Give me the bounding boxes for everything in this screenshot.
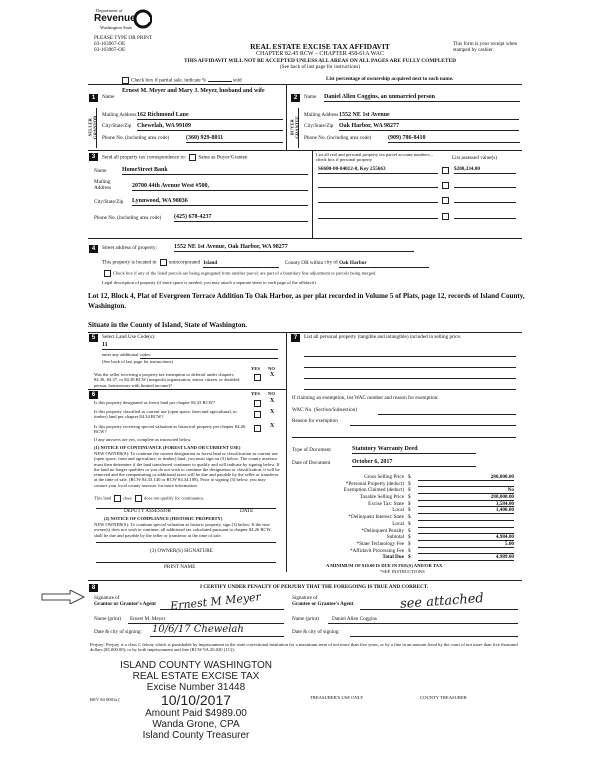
tax-row	[292, 534, 518, 541]
s6-q1-yes-checkbox[interactable]	[254, 400, 261, 407]
tax-row	[292, 548, 518, 555]
tax-row-label: Local	[392, 507, 404, 514]
seller-phone-label: Phone No. (including area code)	[102, 135, 170, 141]
seller-city: Chewelah, WA 99109	[137, 123, 283, 131]
doc-type-label: Type of Document	[292, 447, 331, 453]
section-5-number: 5	[89, 334, 98, 342]
tax-row	[292, 474, 518, 481]
situate-line: Situate in the County of Island, State of Washington.	[88, 321, 248, 329]
property-city: Oak Harbor	[339, 261, 429, 268]
buyer-name: Daniel Allen Coggins, an unmarried person	[324, 94, 520, 102]
tax-row	[292, 487, 518, 494]
tax-row-label: *Personal Property (deduct)	[345, 480, 404, 487]
corr-city: Lynnwood, WA 98036	[132, 198, 308, 206]
form-warning: THIS AFFIDAVIT WILL NOT BE ACCEPTED UNLESS ALL AREAS ON ALL PAGES ARE FULLY COMPLETED	[183, 58, 456, 64]
seller-city-label: City/State/Zip	[102, 123, 132, 129]
tax-row-value	[418, 528, 514, 535]
treasurer-use-label: TREASURER'S USE ONLY	[310, 695, 364, 700]
assessed-value: $200,334.00	[454, 167, 516, 174]
tax-row-value	[418, 521, 514, 528]
tax-row-currency: $	[408, 507, 411, 514]
compliance-title: (2) NOTICE OF COMPLIANCE (HISTORIC PROPERTY)	[104, 516, 223, 521]
assessed-header: List assessed value(s)	[452, 155, 497, 161]
tax-row-currency: $	[408, 520, 411, 527]
tax-row-label: Excise Tax: State	[368, 500, 404, 507]
deputy-assessor-label: DEPUTY ASSESSOR	[124, 508, 171, 514]
street-label: Street address of property:	[102, 245, 157, 251]
s6-q2-answer: X	[270, 409, 275, 415]
s6-question-1: Is this property designated as forest land per chapter 84.33 RCW?	[94, 400, 216, 405]
grantee-signature: see attached	[399, 591, 485, 612]
tax-row	[292, 494, 518, 501]
grantor-sig-label-1: Signature of	[94, 595, 120, 601]
land-qualify-row: This land does does not qualify for continuance.	[94, 495, 205, 501]
tax-table	[292, 474, 518, 561]
stamp-date: 10/10/2017	[160, 692, 232, 708]
tax-row-currency: $	[408, 494, 411, 501]
tax-row-value: 280,000.00	[418, 474, 514, 481]
doc-date-label: Date of Document	[292, 460, 331, 466]
segregation-checkbox[interactable]	[104, 270, 111, 277]
seller-mailing-label: Mailing Address	[102, 112, 137, 118]
form-code-2: 03-163967-OE	[94, 47, 126, 53]
tax-row	[292, 528, 518, 535]
tax-row-value: No	[418, 487, 514, 494]
s5-no-header: NO	[268, 366, 275, 371]
buyer-city: Oak Harbor, WA 98277	[339, 123, 519, 131]
grantor-signature: Ernest M Meyer	[169, 590, 262, 613]
tax-row-currency: $	[408, 547, 411, 554]
tax-row	[292, 481, 518, 488]
parcel-checkbox-3[interactable]	[442, 197, 449, 204]
corr-name-label: Name	[94, 168, 107, 174]
tax-row-label: *Delinquent Interest: State	[348, 514, 404, 521]
section-4-number: 4	[89, 245, 98, 253]
corr-city-label: City/State/Zip	[94, 199, 124, 205]
tax-row-label: Subtotal	[386, 534, 404, 541]
grantor-sig-label-2: Grantor or Grantor's Agent	[94, 601, 156, 607]
tax-row	[292, 507, 518, 514]
wac-label: WAC No. (Section/Subsection)	[292, 407, 357, 413]
tax-row	[292, 521, 518, 528]
grantee-date-label: Date & city of signing:	[292, 629, 340, 635]
tax-row-label: *Delinquent Penalty	[361, 527, 404, 534]
form-revision: REV 84 0001a (	[90, 697, 120, 702]
land-does-not-checkbox[interactable]	[135, 495, 142, 502]
grantee-sig-label-2: Grantee or Grantee's Agent	[292, 601, 354, 607]
seller-name: Ernest M. Meyer and Mary J. Meyer, husband and wife	[122, 88, 265, 94]
print-note: PLEASE TYPE OR PRINT	[94, 35, 152, 41]
s5-q1-answer: X	[270, 372, 275, 378]
grantor-name: Ernest M. Meyer	[130, 616, 166, 622]
unincorporated-checkbox[interactable]	[160, 259, 167, 266]
corr-phone-label: Phone No. (including area code)	[94, 215, 162, 221]
ownership-note: List percentage of ownership acquired next to each name.	[326, 76, 454, 82]
corr-mailing: 20700 44th Avenue West #500,	[132, 183, 308, 191]
parcel-checkbox-4[interactable]	[442, 213, 449, 220]
s5-yes-header: YES	[251, 366, 260, 371]
grantee-sig-label-1: Signature of	[292, 595, 318, 601]
tax-row-currency: $	[408, 554, 411, 561]
tax-row-label: Local	[392, 520, 404, 527]
tax-row-value	[418, 548, 514, 555]
land-use-label: Select Land Use Code(s):	[102, 334, 156, 340]
grantor-date-city: 10/6/17 Chewelah	[152, 624, 244, 635]
property-location-row: This property is located in unincorporated Island County OR within city of Oak Harbor	[102, 259, 429, 268]
tax-row-label: Taxable Selling Price	[359, 494, 404, 501]
tax-row-value: 3,584.00	[418, 501, 514, 508]
stamp-amount: Amount Paid $4989.00	[145, 707, 247, 719]
section-8-number: 8	[89, 584, 98, 592]
s5-question-1: Was the seller receiving a property tax exemption or deferral under chapters 84.36, 84.37, or 84.38 RCW (nonprofit organization, senior citizen, or disabled person, homeowner with limited income)?	[94, 372, 240, 388]
tax-row-value	[418, 514, 514, 521]
stamp-excise-number: Excise Number 31448	[146, 682, 246, 693]
tax-row-value: 4,989.00	[418, 554, 514, 561]
tax-row-currency: $	[408, 540, 411, 547]
grantor-name-label: Name (print)	[94, 616, 121, 622]
dept-state: Washington State	[100, 25, 133, 30]
form-code-1: 03-163967-OE	[94, 41, 126, 47]
legal-label: Legal description of property (if more space is needed, you may attach a separate sheet to each page of the affidavit)	[102, 280, 316, 285]
form-title: REAL ESTATE EXCISE TAX AFFIDAVIT	[250, 42, 390, 51]
tax-row	[292, 501, 518, 508]
partial-sale-checkbox[interactable]	[122, 77, 129, 84]
receipt-note: This form is your receipt when stamped by cashier.	[453, 41, 518, 53]
deputy-date-label: DATE	[240, 508, 254, 514]
tax-row-currency: $	[408, 534, 411, 541]
tax-row-currency: $	[408, 500, 411, 507]
s6-question-3: Is this property receiving special valuation as historical property per chapter 84.26 RCW?	[94, 424, 246, 435]
s6-q1-answer: X	[270, 398, 275, 404]
seller-name-label: Name	[102, 94, 115, 100]
sign-here-arrow-icon	[40, 590, 86, 604]
doc-type: Statutory Warranty Deed	[352, 446, 476, 454]
personal-property-label: List all personal property (tangible and intangible) included in selling price.	[304, 334, 462, 340]
perjury-note: Perjury: Perjury is a class C felony which is punishable by imprisonment in the state correctional institution for a maximum term of not more than five years, or by a fine in an amount fixed by the court of not more than five thousand dollars ($5,000.00), or by both imprisonment and fine (RCW 9A.20.020 (1C)).	[90, 642, 518, 653]
s6-if-yes: If any answers are yes, complete as instructed below.	[94, 437, 192, 442]
partial-sale-row: Check box if partial sale, indicate % sold	[120, 77, 242, 85]
see-instructions: *SEE INSTRUCTIONS	[380, 569, 425, 574]
section-1-number: 1	[89, 94, 98, 102]
s6-question-2: Is this property classified as current use (open space, farm and agricultural, or timber) land per chapter 84.34 RCW?	[94, 409, 237, 420]
section-2-number: 2	[291, 94, 300, 102]
corr-mailing-label: Mailing Address	[94, 179, 112, 191]
legal-description: Lot 12, Block 4, Plat of Evergreen Terrace Addition To Oak Harbor, as per plat recorded in Volume 5 of Plats, page 12, records of Island County, Washington.	[88, 292, 525, 310]
parcel-checkbox-2[interactable]	[442, 182, 449, 189]
dept-line1: Department of	[96, 8, 123, 13]
doc-date: October 6, 2017	[352, 459, 476, 467]
form-chapter: CHAPTER 82.45 RCW – CHAPTER 458-61A WAC	[256, 51, 384, 57]
certify-title: I CERTIFY UNDER PENALTY OF PERJURY THAT THE FOREGOING IS TRUE AND CORRECT.	[200, 584, 429, 590]
tax-row-value: 5.00	[418, 541, 514, 548]
tax-row-value: 1,400.00	[418, 507, 514, 514]
s6-yes-header: YES	[251, 391, 260, 396]
tax-row-value: 4,984.00	[418, 534, 514, 541]
parcel-header: List all real and personal property tax parcel account numbers – check box if personal property	[316, 152, 434, 163]
additional-codes: enter any additional codes:	[102, 352, 152, 357]
land-use-code: 11	[102, 342, 278, 350]
tax-row-currency: $	[408, 527, 411, 534]
dept-name: Revenue	[94, 13, 136, 24]
tax-row	[292, 541, 518, 548]
corr-name: HomeStreet Bank	[122, 167, 308, 175]
send-correspondence-row: Send all property tax correspondence to: Same as Buyer/Grantee	[102, 154, 248, 161]
minimum-note: A MINIMUM OF $10.00 IS DUE IN FEE(S) AND/OR TAX	[326, 563, 443, 568]
tax-row	[292, 554, 518, 561]
treasurer-stamp	[96, 660, 296, 741]
parcel-personal-checkbox[interactable]	[442, 167, 449, 174]
section-7-number: 7	[291, 334, 300, 342]
buyer-mailing: 1552 NE 1st Avenue	[339, 112, 519, 120]
s6-q2-yes-checkbox[interactable]	[254, 411, 261, 418]
buyer-side-label: BUYER GRANTEE	[289, 115, 300, 139]
land-does-checkbox[interactable]	[114, 495, 121, 502]
same-as-buyer-checkbox[interactable]	[189, 154, 196, 161]
print-name-label: PRINT NAME	[164, 564, 196, 570]
tax-row-label: Total Due	[382, 554, 404, 561]
seller-side-label: SELLER GRANTOR	[87, 115, 98, 139]
tax-row	[292, 514, 518, 521]
land-use-see-back: (See back of last page for instructions)	[102, 359, 173, 364]
compliance-text: NEW OWNER(S): To continue special valuation as historic property, sign (3) below. If the new owner(s) does not wish to continue, all additional tax calculated pursuant to chapter 84.26 RCW, shall be due and payable by the seller or transferor at the time of sale.	[94, 522, 272, 538]
s6-no-header: NO	[268, 391, 275, 396]
grantee-name: Daniel Allen Coggins	[332, 616, 377, 622]
tax-row-currency: $	[408, 514, 411, 521]
buyer-phone: (909) 786-8410	[388, 135, 520, 143]
grantor-date-label: Date & city of signing:	[94, 629, 142, 635]
tax-row-value	[418, 481, 514, 488]
property-street: 1552 NE 1st Avenue, Oak Harbor, WA 98277	[174, 244, 414, 252]
see-back-note: (See back of last page for instructions)	[279, 64, 361, 70]
buyer-mailing-label: Mailing Address	[304, 112, 339, 118]
continuance-text: NEW OWNER(S): To continue the current designation as forest land or classification as current use (open space, farm and agriculture, or timber) land, you must sign on (3) below. The county assessor must then determine if the land transferred continues to qualify and will indicate by signing below. If the land no longer qualifies or you do not wish to continue the designation or classification, it will be removed and the compensating or additional taxes will be due and payable by the seller or transferor at the time of sale. (RCW 84.33.140 or RCW 84.34.108). Prior to signing (3) below, you may contact your local county assessor for more information.	[94, 451, 280, 488]
buyer-city-label: City/State/Zip	[304, 123, 334, 129]
owner-signature-label: (3) OWNER(S) SIGNATURE	[150, 548, 213, 554]
exemption-reason-label: Reason for exemption	[292, 418, 338, 424]
s6-q3-yes-checkbox[interactable]	[254, 425, 261, 432]
exemption-claim-label: If claiming an exemption, list WAC number and reason for exemption:	[292, 395, 439, 401]
tax-row-label: *State Technology Fee	[356, 540, 404, 547]
stamp-treasurer: Island County Treasurer	[142, 729, 250, 741]
seller-phone: (360) 929-8011	[186, 135, 283, 143]
stamp-county: ISLAND COUNTY WASHINGTON	[119, 660, 273, 671]
tax-row-label: Gross Selling Price	[363, 474, 404, 480]
parcel-number: S6600-00-04012-0, Key 255663	[318, 167, 438, 174]
dor-logo	[94, 8, 152, 34]
property-county: Island	[203, 261, 279, 268]
segregation-row: Check box if any of the listed parcels are being segregated from another parcel, are part of a boundary line adjustment or parcels being merged.	[102, 270, 376, 277]
county-treasurer-label: COUNTY TREASURER	[420, 695, 467, 700]
tax-row-currency: $	[408, 480, 411, 487]
section-6-number: 6	[89, 391, 98, 399]
buyer-name-label: Name	[304, 94, 317, 100]
tax-row-currency: $	[408, 487, 411, 494]
s5-q1-yes-checkbox[interactable]	[254, 374, 261, 381]
tax-row-currency: $	[408, 474, 411, 480]
s6-q3-answer: X	[270, 423, 275, 429]
continuance-title: (1) NOTICE OF CONTINUANCE (FOREST LAND OR CURRENT USE)	[94, 445, 241, 450]
stamp-cashier: Wanda Grone, CPA	[152, 718, 240, 730]
buyer-phone-label: Phone No. (including area code)	[304, 135, 372, 141]
seller-mailing: 162 Richmond Lane	[137, 112, 283, 120]
grantee-name-label: Name (print)	[292, 616, 319, 622]
tax-row-value: 280,000.00	[418, 494, 514, 501]
tax-row-label: *Affidavit Processing Fee	[349, 547, 404, 554]
section-3-number: 3	[89, 153, 98, 161]
corr-phone: (425) 678-4237	[174, 214, 308, 222]
tax-row-label: Exemption Claimed (deduct)	[343, 487, 404, 494]
stamp-tax: REAL ESTATE EXCISE TAX	[132, 671, 260, 682]
